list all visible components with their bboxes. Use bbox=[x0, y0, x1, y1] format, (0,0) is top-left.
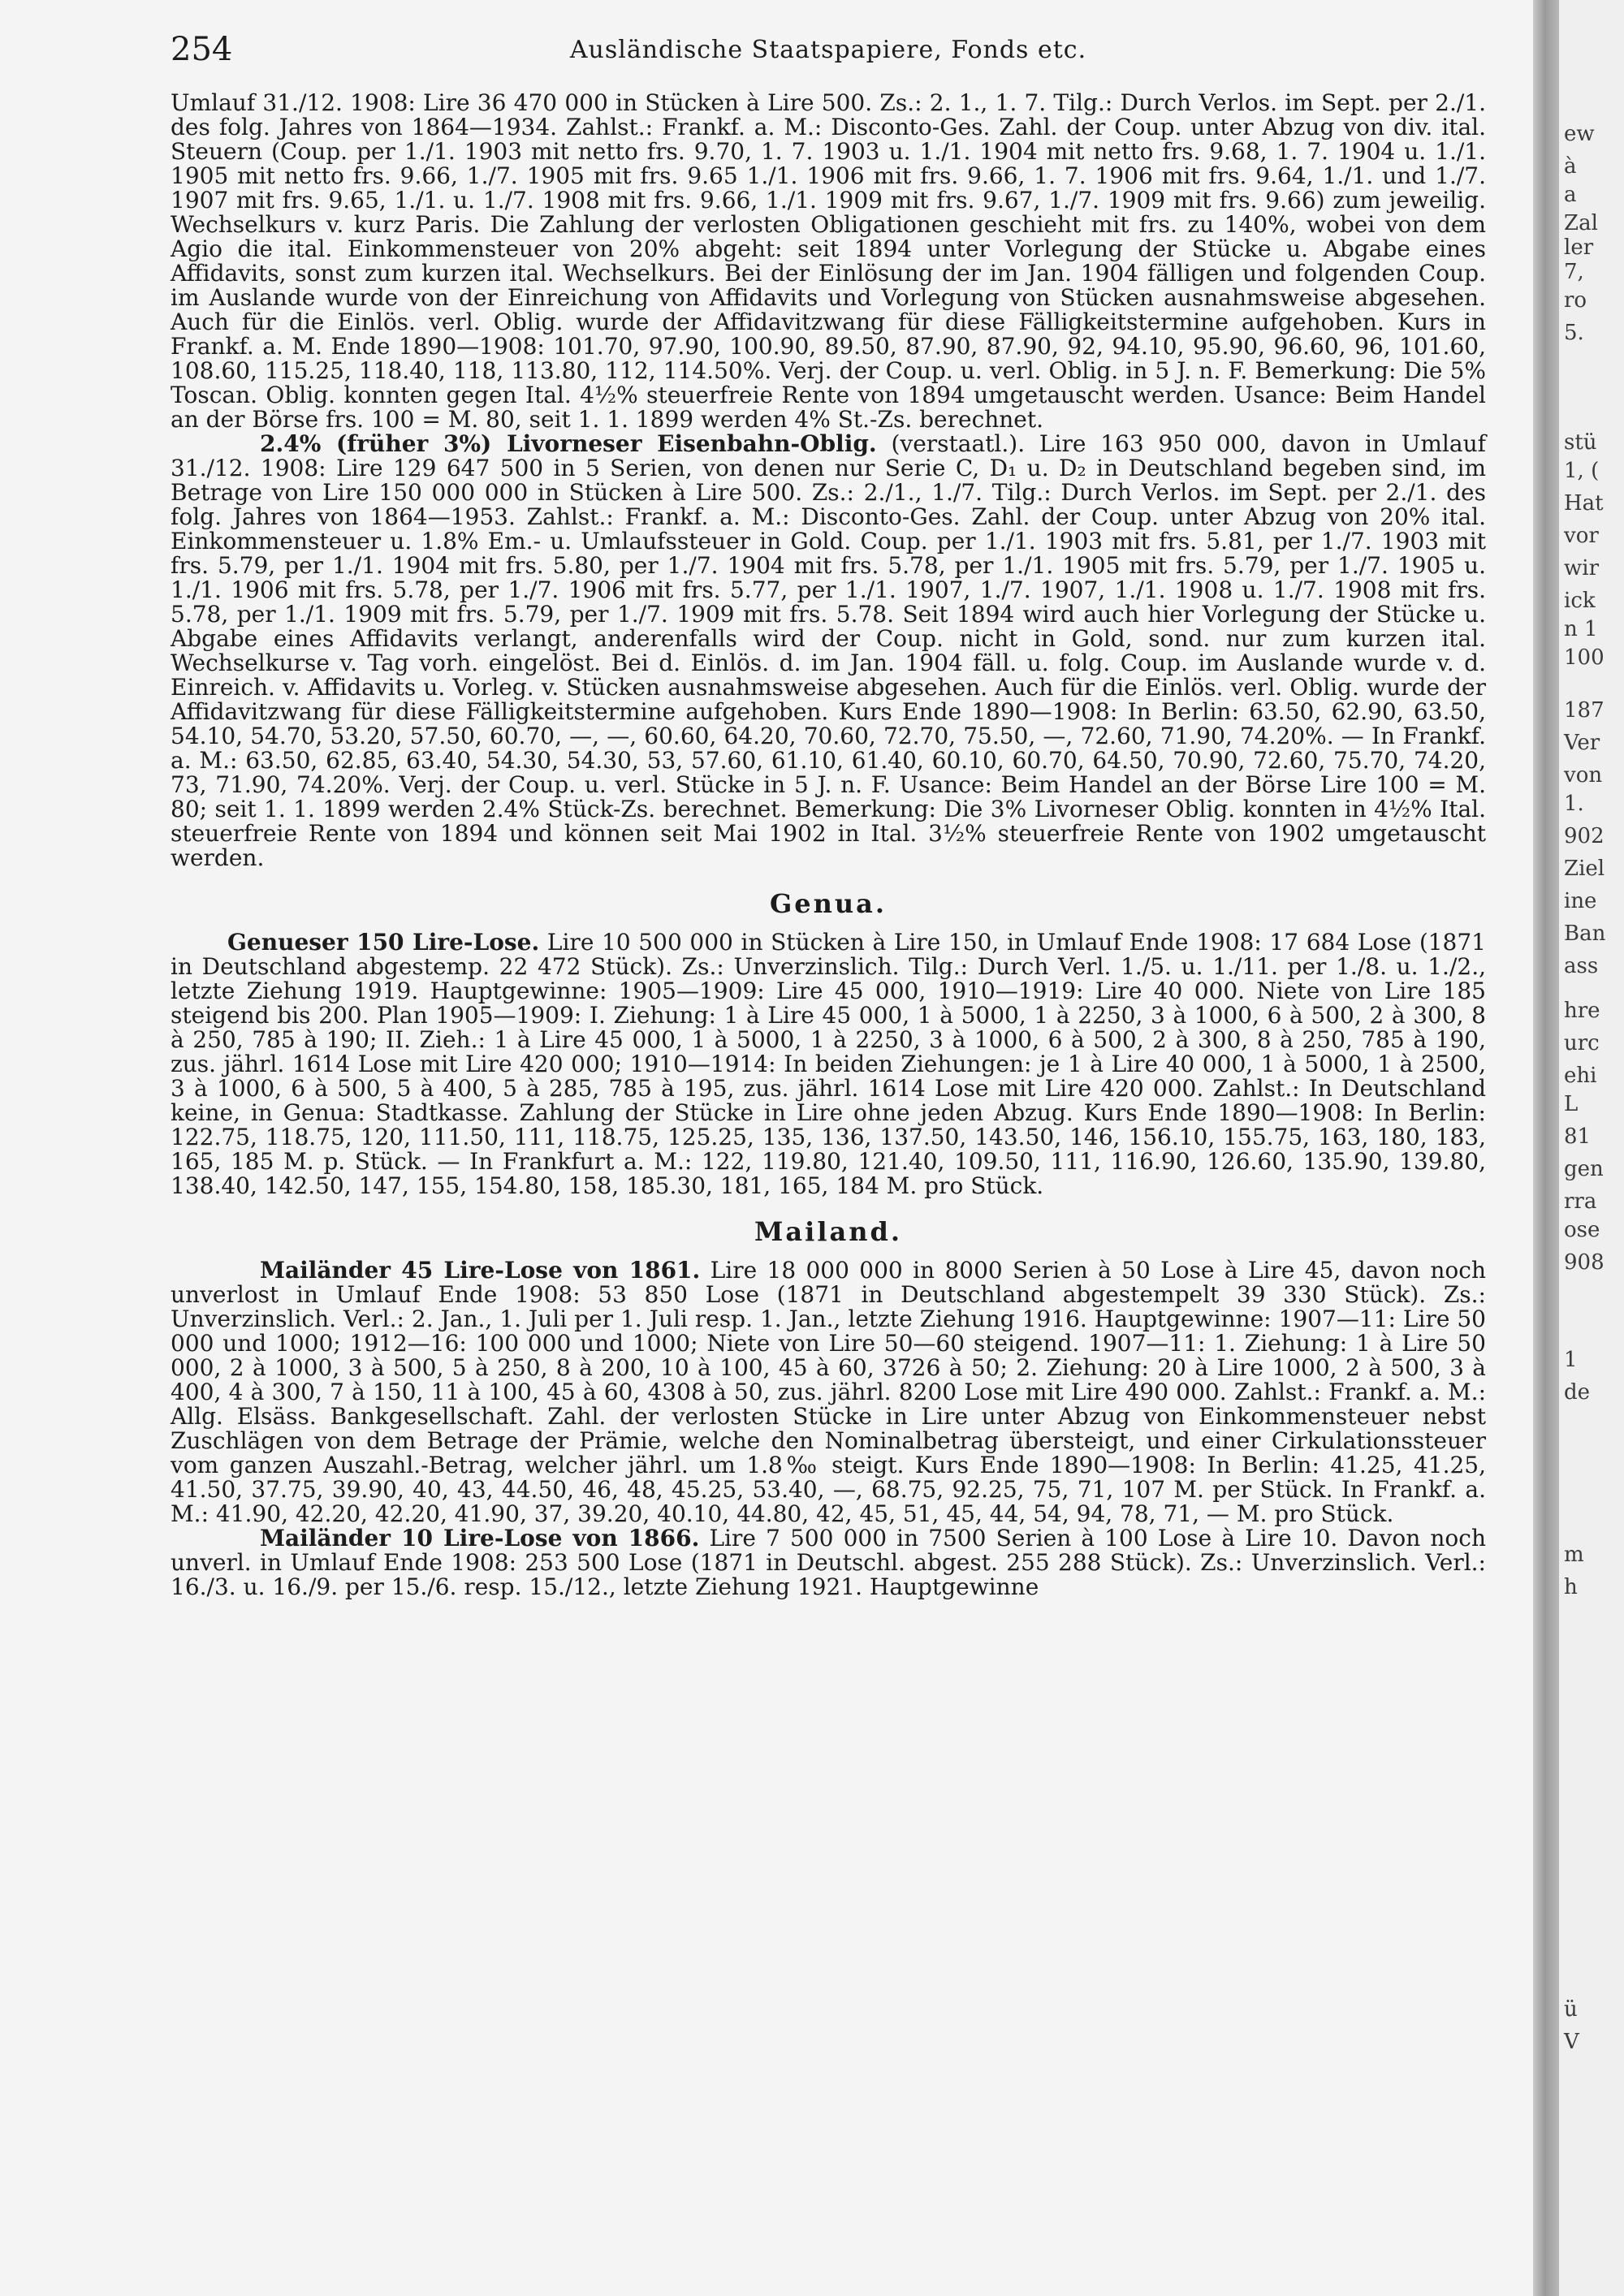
adjacent-page-fragment: urc bbox=[1564, 1031, 1600, 1055]
adjacent-page-fragment: rra bbox=[1564, 1189, 1597, 1214]
adjacent-page-fragment: L bbox=[1564, 1092, 1579, 1116]
adjacent-page-fragment: 908 bbox=[1564, 1250, 1605, 1275]
adjacent-page-fragment: von bbox=[1564, 763, 1603, 788]
adjacent-page-fragment: Hat bbox=[1564, 491, 1604, 516]
adjacent-page-edge bbox=[1559, 0, 1624, 2296]
entry-text: (verstaatl.). Lire 163 950 000, davon in Umlauf 31./12. 1908: Lire 129 647 500 in 5 Serien, von denen nur Serie C, D₁ u. D₂ in Deutschland begeben sind, im Betrage von Lire 150 000 000 in Stücken à Lire 500. Zs.: 2./1., 1./7. Tilg.: Durch Verlos. im Sept. per 2./1. des folg. Jahres von 1864—1953. Zahlst.: Frankf. a. M.: Disconto-Ges. Zahl. der Coup. unter Abzug von 20% ital. Einkommensteuer u. 1.8% Em.- u. Umlaufssteuer in Gold. Coup. per 1./1. 1903 mit frs. 5.81, per 1./7. 1903 mit frs. 5.79, per 1./1. 1904 mit frs. 5.80, per 1./7. 1904 mit frs. 5.78, per 1./1. 1905 mit frs. 5.79, per 1./7. 1905 u. 1./1. 1906 mit frs. 5.78, per 1./7. 1906 mit frs. 5.77, per 1./1. 1907, 1./7. 1907, 1./1. 1908 u. 1./7. 1908 mit frs. 5.78, per 1./1. 1909 mit frs. 5.79, per 1./7. 1909 mit frs. 5.78. Seit 1894 wird auch hier Vorlegung der Stücke u. Abgabe eines Affidavits verlangt, anderenfalls wird der Coup. nicht in Gold, sond. nur zum kurzen ital. Wechselkurse v. Tag vorh. eingelöst. Bei d. Einlös. d. im Jan. 1904 fäll. u. folg. Coup. im Auslande wurde v. d. Einreich. v. Affidavits u. Vorleg. v. Stücken ausnahmsweise abgesehen. Auch für die Einlös. verl. Oblig. wurde der Affidavitzwang für diese Fälligkeitstermine aufgehoben. Kurs Ende 1890—1908: In Berlin: 63.50, 62.90, 63.50, 54.10, 54.70, 53.20, 57.50, 60.70, —, —, 60.60, 64.20, 70.60, 72.70, 75.50, —, 72.60, 71.90, 74.20%. — In Frankf. a. M.: 63.50, 62.85, 63.40, 54.30, 54.30, 53, 57.60, 61.10, 61.40, 60.10, 60.70, 64.50, 70.90, 72.60, 75.70, 74.20, 73, 71.90, 74.20%. Verj. der Coup. u. verl. Stücke in 5 J. n. F. Usance: Beim Handel an der Börse Lire 100 = M. 80; seit 1. 1. 1899 werden 2.4% Stück-Zs. berechnet. Bemerkung: Die 3% Livorneser Oblig. konnten in 4½% Ital. steuerfreie Rente von 1894 und können seit Mai 1902 in Ital. 3½% steuerfreie Rente von 1902 umgetauscht werden. bbox=[171, 430, 1486, 871]
adjacent-page-fragment: 5. bbox=[1564, 321, 1584, 345]
adjacent-page-fragment: 187 bbox=[1564, 698, 1605, 723]
entry-heading: Mailänder 45 Lire-Lose von 1861. bbox=[260, 1257, 701, 1284]
entry-heading: Genueser 150 Lire-Lose. bbox=[227, 929, 540, 956]
adjacent-page-fragment: Ban bbox=[1564, 921, 1606, 946]
adjacent-page-fragment: ine bbox=[1564, 889, 1597, 913]
entry-text: Lire 7 500 000 in 7500 Serien à 100 Lose à Lire 10. Davon noch unverl. in Umlauf Ende 1908: 253 500 Lose (1871 in Deutschl. abgest. 255 288 Stück). Zs.: Unverzinslich. Verl.: 16./3. u. 16./9. per 15./6. resp. 15./12., letzte Ziehung 1921. Hauptgewinne bbox=[171, 1525, 1486, 1600]
adjacent-page-fragment: ler bbox=[1564, 235, 1594, 260]
adjacent-page-fragment: 902 bbox=[1564, 824, 1605, 848]
adjacent-page-fragment: ose bbox=[1564, 1218, 1600, 1242]
adjacent-page-fragment: Ziel bbox=[1564, 857, 1605, 881]
adjacent-page-fragment: V bbox=[1564, 2030, 1579, 2054]
adjacent-page-fragment: ass bbox=[1564, 954, 1599, 978]
entry-livorneser-eisenbahn bbox=[171, 432, 1486, 870]
entry-genueser-lose bbox=[171, 930, 1486, 1198]
adjacent-page-fragment: de bbox=[1564, 1380, 1591, 1405]
adjacent-page-fragment: ü bbox=[1564, 1997, 1578, 2022]
entry-mailaender-45-lose bbox=[171, 1258, 1486, 1526]
adjacent-page-fragment: 81 bbox=[1564, 1124, 1592, 1149]
page-header bbox=[171, 31, 1486, 71]
adjacent-page-fragment: Ver bbox=[1564, 731, 1600, 755]
adjacent-page-fragment: 1. bbox=[1564, 792, 1584, 816]
adjacent-page-fragment: à bbox=[1564, 154, 1577, 179]
adjacent-page-fragment: Zal bbox=[1564, 211, 1598, 235]
adjacent-page-fragment: wir bbox=[1564, 556, 1599, 580]
entry-mailaender-10-lose bbox=[171, 1526, 1486, 1599]
adjacent-page-fragment: hre bbox=[1564, 999, 1600, 1023]
adjacent-page-fragment: vor bbox=[1564, 524, 1599, 548]
adjacent-page-fragment: gen bbox=[1564, 1157, 1604, 1181]
book-gutter bbox=[1533, 0, 1559, 2296]
adjacent-page-fragment: 7, bbox=[1564, 260, 1584, 284]
page-number: 254 bbox=[171, 31, 233, 68]
page-body bbox=[171, 91, 1486, 1599]
entry-heading: Mailänder 10 Lire-Lose von 1866. bbox=[260, 1525, 700, 1552]
adjacent-page-fragment: ew bbox=[1564, 122, 1595, 146]
section-title-genua: Genua. bbox=[769, 888, 888, 919]
entry-text: Lire 10 500 000 in Stücken à Lire 150, in Umlauf Ende 1908: 17 684 Lose (1871 in Deutschland abgestemp. 22 472 Stück). Zs.: Unverzinslich. Tilg.: Durch Verl. 1./5. u. 1./11. per 1./8. u. 1./2., letzte Ziehung 1919. Hauptgewinne: 1905—1909: Lire 45 000, 1910—1919: Lire 40 000. Niete von Lire 185 steigend bis 200. Plan 1905—1909: I. Ziehung: 1 à Lire 45 000, 1 à 5000, 1 à 2250, 3 à 1000, 6 à 500, 2 à 300, 8 à 250, 785 à 190; II. Zieh.: 1 à Lire 45 000, 1 à 5000, 1 à 2250, 3 à 1000, 6 à 500, 2 à 300, 8 à 250, 785 à 190, zus. jährl. 1614 Lose mit Lire 420 000; 1910—1914: In beiden Ziehungen: je 1 à Lire 40 000, 1 à 5000, 1 à 2500, 3 à 1000, 6 à 500, 5 à 400, 5 à 285, 785 à 195, zus. jährl. 1614 Lose mit Lire 420 000. Zahlst.: In Deutschland keine, in Genua: Stadtkasse. Zahlung der Stücke in Lire ohne jeden Abzug. Kurs Ende 1890—1908: In Berlin: 122.75, 118.75, 120, 111.50, 111, 118.75, 125.25, 135, 136, 137.50, 143.50, 146, 156.10, 155.75, 163, 180, 183, 165, 185 M. p. Stück. — In Frankfurt a. M.: 122, 119.80, 121.40, 109.50, 111, 116.90, 126.60, 135.90, 139.80, 138.40, 142.50, 147, 155, 154.80, 158, 185.30, 181, 165, 184 M. pro Stück. bbox=[171, 929, 1487, 1199]
paragraph-toscan-continuation bbox=[171, 91, 1486, 432]
adjacent-page-fragment: m bbox=[1564, 1543, 1584, 1567]
adjacent-page-fragment: ro bbox=[1564, 288, 1587, 313]
paragraph-text: Umlauf 31./12. 1908: Lire 36 470 000 in Stücken à Lire 500. Zs.: 2. 1., 1. 7. Tilg.: Durch Verlos. im Sept. per 2./1. des folg. Jahres von 1864—1934. Zahlst.: Frankf. a. M.: Disconto-Ges. Zahl. der Coup. unter Abzug von div. ital. Steuern (Coup. per 1./1. 1903 mit netto frs. 9.70, 1. 7. 1903 u. 1./1. 1904 mit netto frs. 9.68, 1. 7. 1904 u. 1./1. 1905 mit netto frs. 9.66, 1./7. 1905 mit frs. 9.65 1./1. 1906 mit frs. 9.66, 1. 7. 1906 mit frs. 9.64, 1./1. und 1./7. 1907 mit frs. 9.65, 1./1. u. 1./7. 1908 mit frs. 9.66, 1./1. 1909 mit frs. 9.67, 1./7. 1909 mit frs. 9.66) zum jeweilig. Wechselkurs v. kurz Paris. Die Zahlung der verlosten Obligationen geschieht mit frs. zu 140%, wobei von dem Agio die ital. Einkommensteuer von 20% abgeht: seit 1894 unter Vorlegung der Stücke u. Abgabe eines Affidavits, sonst zum kurzen ital. Wechselkurs. Bei der Einlösung der im Jan. 1904 fälligen und folgenden Coup. im Auslande wurde von der Einreichung von Affidavits und Vorlegung von Stücken ausnahmsweise abgesehen. Auch für die Einlös. verl. Oblig. wurde der Affidavitzwang für diese Fälligkeitstermine aufgehoben. Kurs in Frankf. a. M. Ende 1890—1908: 101.70, 97.90, 100.90, 89.50, 87.90, 87.90, 92, 94.10, 95.90, 96.60, 96, 101.60, 108.60, 115.25, 118.40, 118, 113.80, 112, 114.50%. Verj. der Coup. u. verl. Oblig. in 5 J. n. F. Bemerkung: Die 5% Toscan. Oblig. konnten gegen Ital. 4½% steuerfreie Rente von 1894 umgetauscht werden. Usance: Beim Handel an der Börse frs. 100 = M. 80, seit 1. 1. 1899 werden 4% St.-Zs. berechnet. bbox=[171, 89, 1486, 433]
adjacent-page-fragment: 1 bbox=[1564, 1348, 1578, 1372]
adjacent-page-fragment: ehi bbox=[1564, 1064, 1597, 1088]
adjacent-page-fragment: a bbox=[1564, 183, 1577, 207]
adjacent-page-fragment: h bbox=[1564, 1575, 1578, 1599]
adjacent-page-fragment: n 1 bbox=[1564, 617, 1598, 641]
section-title-mailand: Mailand. bbox=[754, 1216, 902, 1247]
running-title: Ausländische Staatspapiere, Fonds etc. bbox=[569, 36, 1087, 64]
entry-text: Lire 18 000 000 in 8000 Serien à 50 Lose à Lire 45, davon noch unverlost in Umlauf Ende 1908: 53 850 Lose (1871 in Deutschland abgestempelt 39 330 Stück). Zs.: Unverzinslich. Verl.: 2. Jan., 1. Juli per 1. Juli resp. 1. Jan., letzte Ziehung 1916. Hauptgewinne: 1907—11: Lire 50 000 und 1000; 1912—16: 100 000 und 1000; Niete von Lire 50—60 steigend. 1907—11: 1. Ziehung: 1 à Lire 50 000, 2 à 1000, 3 à 500, 5 à 250, 8 à 200, 10 à 100, 45 à 60, 3726 à 50; 2. Ziehung: 20 à Lire 1000, 2 à 500, 3 à 400, 4 à 300, 7 à 150, 11 à 100, 45 à 60, 4308 à 50, zus. jährl. 8200 Lose mit Lire 490 000. Zahlst.: Frankf. a. M.: Allg. Elsäss. Bankgesellschaft. Zahl. der verlosten Stücke in Lire unter Abzug von Einkommensteuer nebst Zuschlägen von dem Betrage der Prämie, welche den Nominalbetrag übersteigt, und einer Cirkulationssteuer vom ganzen Auszahl.-Betrag, welcher jährl. um 1.8‰ steigt. Kurs Ende 1890—1908: In Berlin: 41.25, 41.25, 41.50, 37.75, 39.90, 40, 43, 44.50, 46, 48, 45.25, 53.40, —, 68.75, 92.25, 75, 71, 107 M. per Stück. In Frankf. a. M.: 41.90, 42.20, 42.20, 41.90, 37, 39.20, 40.10, 44.80, 42, 45, 51, 45, 44, 54, 94, 78, 71, — M. pro Stück. bbox=[171, 1257, 1486, 1527]
entry-heading: 2.4% (früher 3%) Livorneser Eisenbahn-Oblig. bbox=[260, 430, 877, 457]
adjacent-page-fragment: stü bbox=[1564, 430, 1597, 455]
adjacent-page-fragment: ick bbox=[1564, 589, 1596, 613]
adjacent-page-fragment: 100 bbox=[1564, 645, 1605, 670]
adjacent-page-fragment: 1, ( bbox=[1564, 459, 1600, 483]
